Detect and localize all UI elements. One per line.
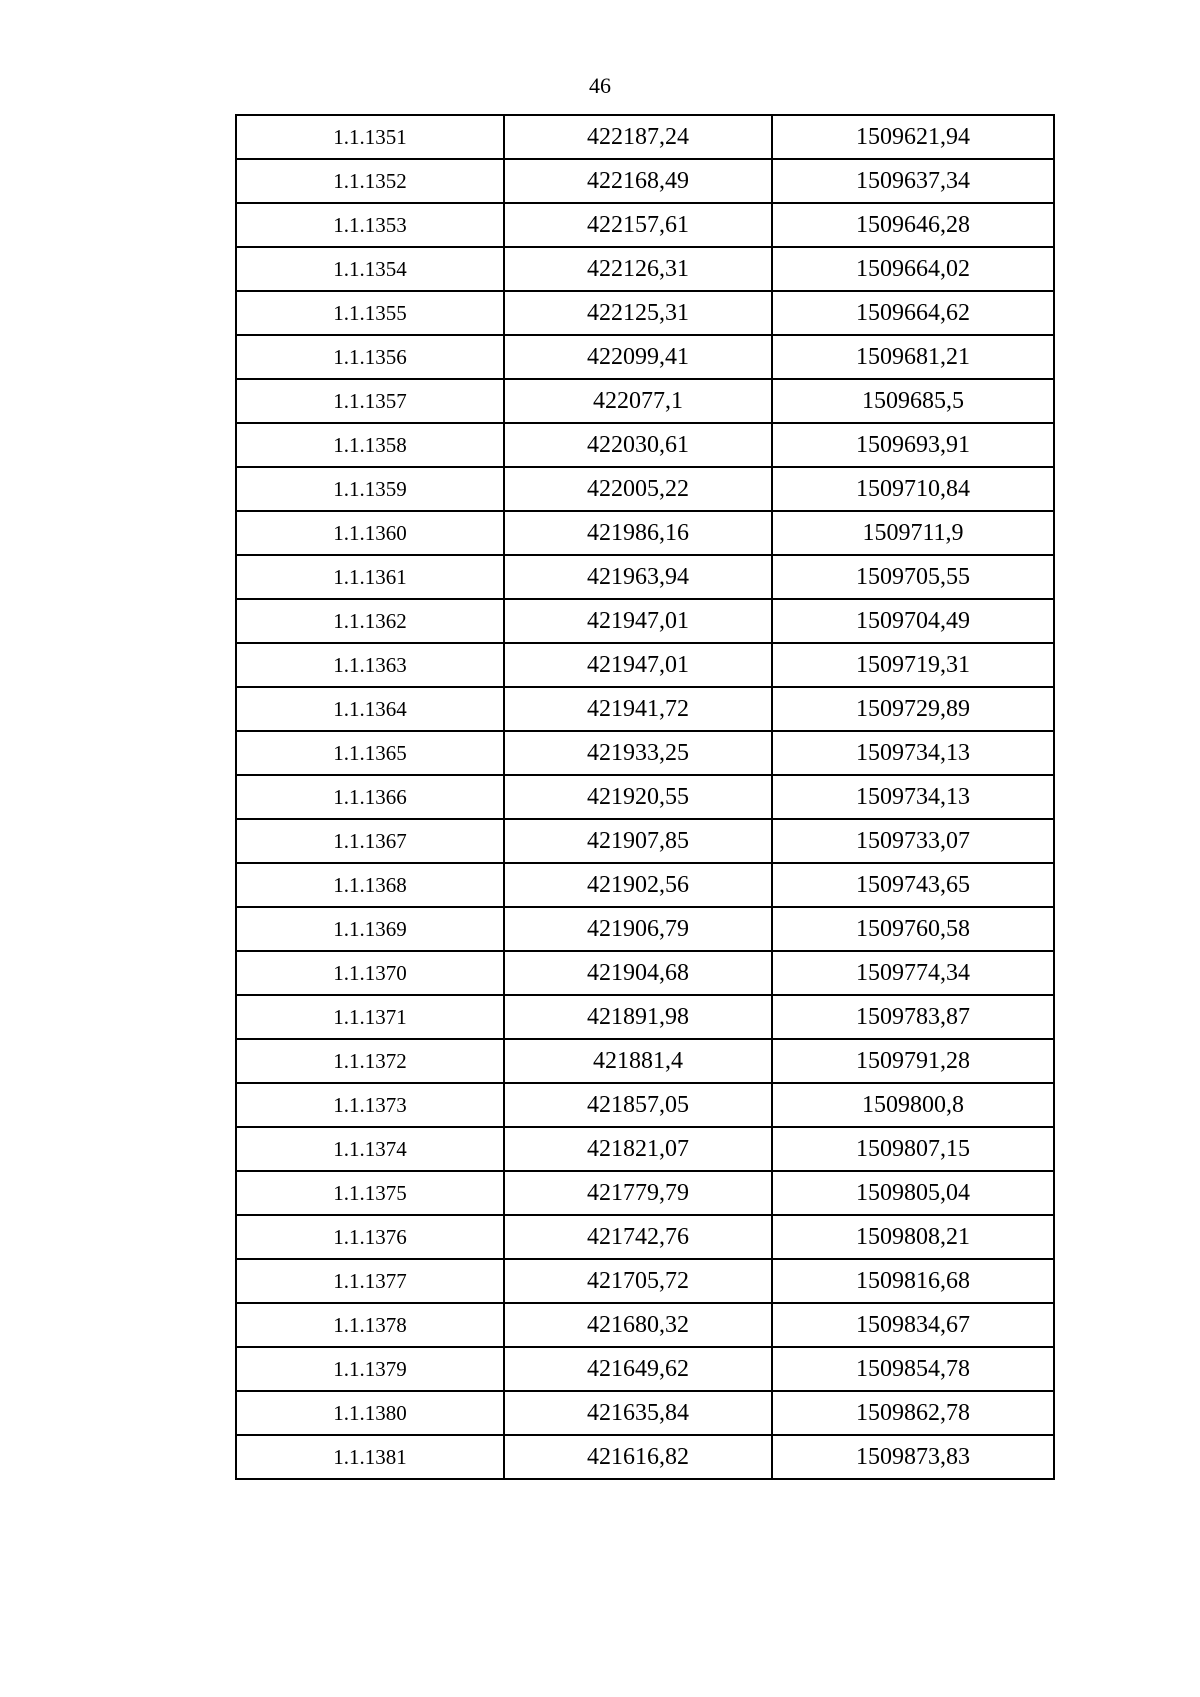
table-row	[236, 1171, 1054, 1215]
x-coordinate-cell: 421635,84	[504, 1391, 772, 1435]
y-coordinate-cell: 1509805,04	[772, 1171, 1054, 1215]
point-id-cell: 1.1.1351	[236, 115, 504, 159]
y-coordinate-cell: 1509808,21	[772, 1215, 1054, 1259]
point-id-cell: 1.1.1355	[236, 291, 504, 335]
x-coordinate-cell: 421941,72	[504, 687, 772, 731]
x-coordinate-cell: 421920,55	[504, 775, 772, 819]
point-id-cell: 1.1.1377	[236, 1259, 504, 1303]
table-row	[236, 687, 1054, 731]
coordinates-table	[235, 114, 1055, 1480]
point-id-cell: 1.1.1380	[236, 1391, 504, 1435]
x-coordinate-cell: 422126,31	[504, 247, 772, 291]
point-id-cell: 1.1.1361	[236, 555, 504, 599]
x-coordinate-cell: 421649,62	[504, 1347, 772, 1391]
point-id-cell: 1.1.1369	[236, 907, 504, 951]
point-id-cell: 1.1.1358	[236, 423, 504, 467]
x-coordinate-cell: 421881,4	[504, 1039, 772, 1083]
table-row	[236, 423, 1054, 467]
y-coordinate-cell: 1509729,89	[772, 687, 1054, 731]
table-row	[236, 159, 1054, 203]
table-row	[236, 995, 1054, 1039]
point-id-cell: 1.1.1356	[236, 335, 504, 379]
x-coordinate-cell: 422099,41	[504, 335, 772, 379]
point-id-cell: 1.1.1376	[236, 1215, 504, 1259]
point-id-cell: 1.1.1379	[236, 1347, 504, 1391]
table-row	[236, 291, 1054, 335]
y-coordinate-cell: 1509774,34	[772, 951, 1054, 995]
point-id-cell: 1.1.1360	[236, 511, 504, 555]
y-coordinate-cell: 1509637,34	[772, 159, 1054, 203]
table-row	[236, 555, 1054, 599]
point-id-cell: 1.1.1365	[236, 731, 504, 775]
x-coordinate-cell: 422187,24	[504, 115, 772, 159]
point-id-cell: 1.1.1359	[236, 467, 504, 511]
y-coordinate-cell: 1509783,87	[772, 995, 1054, 1039]
y-coordinate-cell: 1509854,78	[772, 1347, 1054, 1391]
x-coordinate-cell: 421947,01	[504, 599, 772, 643]
point-id-cell: 1.1.1362	[236, 599, 504, 643]
y-coordinate-cell: 1509646,28	[772, 203, 1054, 247]
x-coordinate-cell: 422168,49	[504, 159, 772, 203]
y-coordinate-cell: 1509807,15	[772, 1127, 1054, 1171]
y-coordinate-cell: 1509733,07	[772, 819, 1054, 863]
y-coordinate-cell: 1509705,55	[772, 555, 1054, 599]
x-coordinate-cell: 421904,68	[504, 951, 772, 995]
x-coordinate-cell: 422030,61	[504, 423, 772, 467]
point-id-cell: 1.1.1378	[236, 1303, 504, 1347]
table-row	[236, 1347, 1054, 1391]
table-row	[236, 1039, 1054, 1083]
point-id-cell: 1.1.1352	[236, 159, 504, 203]
x-coordinate-cell: 421906,79	[504, 907, 772, 951]
point-id-cell: 1.1.1354	[236, 247, 504, 291]
table-row	[236, 1303, 1054, 1347]
y-coordinate-cell: 1509734,13	[772, 731, 1054, 775]
x-coordinate-cell: 421933,25	[504, 731, 772, 775]
table-row	[236, 1391, 1054, 1435]
table-row	[236, 1127, 1054, 1171]
x-coordinate-cell: 421821,07	[504, 1127, 772, 1171]
table-row	[236, 643, 1054, 687]
point-id-cell: 1.1.1370	[236, 951, 504, 995]
x-coordinate-cell: 421705,72	[504, 1259, 772, 1303]
y-coordinate-cell: 1509734,13	[772, 775, 1054, 819]
y-coordinate-cell: 1509685,5	[772, 379, 1054, 423]
y-coordinate-cell: 1509621,94	[772, 115, 1054, 159]
point-id-cell: 1.1.1363	[236, 643, 504, 687]
y-coordinate-cell: 1509711,9	[772, 511, 1054, 555]
y-coordinate-cell: 1509816,68	[772, 1259, 1054, 1303]
table-row	[236, 731, 1054, 775]
y-coordinate-cell: 1509664,02	[772, 247, 1054, 291]
x-coordinate-cell: 421947,01	[504, 643, 772, 687]
x-coordinate-cell: 421907,85	[504, 819, 772, 863]
point-id-cell: 1.1.1375	[236, 1171, 504, 1215]
table-row	[236, 1215, 1054, 1259]
table-row	[236, 203, 1054, 247]
point-id-cell: 1.1.1353	[236, 203, 504, 247]
x-coordinate-cell: 421742,76	[504, 1215, 772, 1259]
table-row	[236, 511, 1054, 555]
x-coordinate-cell: 421779,79	[504, 1171, 772, 1215]
y-coordinate-cell: 1509834,67	[772, 1303, 1054, 1347]
point-id-cell: 1.1.1374	[236, 1127, 504, 1171]
page-number: 46	[589, 73, 611, 98]
y-coordinate-cell: 1509704,49	[772, 599, 1054, 643]
x-coordinate-cell: 421680,32	[504, 1303, 772, 1347]
point-id-cell: 1.1.1364	[236, 687, 504, 731]
point-id-cell: 1.1.1367	[236, 819, 504, 863]
point-id-cell: 1.1.1381	[236, 1435, 504, 1479]
y-coordinate-cell: 1509800,8	[772, 1083, 1054, 1127]
table-row	[236, 775, 1054, 819]
x-coordinate-cell: 422157,61	[504, 203, 772, 247]
table-row	[236, 115, 1054, 159]
table-row	[236, 863, 1054, 907]
table-row	[236, 599, 1054, 643]
point-id-cell: 1.1.1368	[236, 863, 504, 907]
table-row	[236, 1435, 1054, 1479]
y-coordinate-cell: 1509743,65	[772, 863, 1054, 907]
x-coordinate-cell: 421857,05	[504, 1083, 772, 1127]
x-coordinate-cell: 421902,56	[504, 863, 772, 907]
point-id-cell: 1.1.1366	[236, 775, 504, 819]
table-row	[236, 247, 1054, 291]
y-coordinate-cell: 1509760,58	[772, 907, 1054, 951]
table-row	[236, 335, 1054, 379]
x-coordinate-cell: 422005,22	[504, 467, 772, 511]
y-coordinate-cell: 1509791,28	[772, 1039, 1054, 1083]
y-coordinate-cell: 1509710,84	[772, 467, 1054, 511]
y-coordinate-cell: 1509873,83	[772, 1435, 1054, 1479]
x-coordinate-cell: 421891,98	[504, 995, 772, 1039]
y-coordinate-cell: 1509664,62	[772, 291, 1054, 335]
x-coordinate-cell: 421963,94	[504, 555, 772, 599]
y-coordinate-cell: 1509681,21	[772, 335, 1054, 379]
table-row	[236, 907, 1054, 951]
table-row	[236, 1083, 1054, 1127]
x-coordinate-cell: 422125,31	[504, 291, 772, 335]
point-id-cell: 1.1.1371	[236, 995, 504, 1039]
x-coordinate-cell: 421986,16	[504, 511, 772, 555]
table-row	[236, 467, 1054, 511]
x-coordinate-cell: 421616,82	[504, 1435, 772, 1479]
table-row	[236, 819, 1054, 863]
coordinates-table-body	[236, 115, 1054, 1479]
table-row	[236, 1259, 1054, 1303]
y-coordinate-cell: 1509719,31	[772, 643, 1054, 687]
x-coordinate-cell: 422077,1	[504, 379, 772, 423]
point-id-cell: 1.1.1357	[236, 379, 504, 423]
y-coordinate-cell: 1509862,78	[772, 1391, 1054, 1435]
point-id-cell: 1.1.1372	[236, 1039, 504, 1083]
point-id-cell: 1.1.1373	[236, 1083, 504, 1127]
table-row	[236, 951, 1054, 995]
table-row	[236, 379, 1054, 423]
y-coordinate-cell: 1509693,91	[772, 423, 1054, 467]
